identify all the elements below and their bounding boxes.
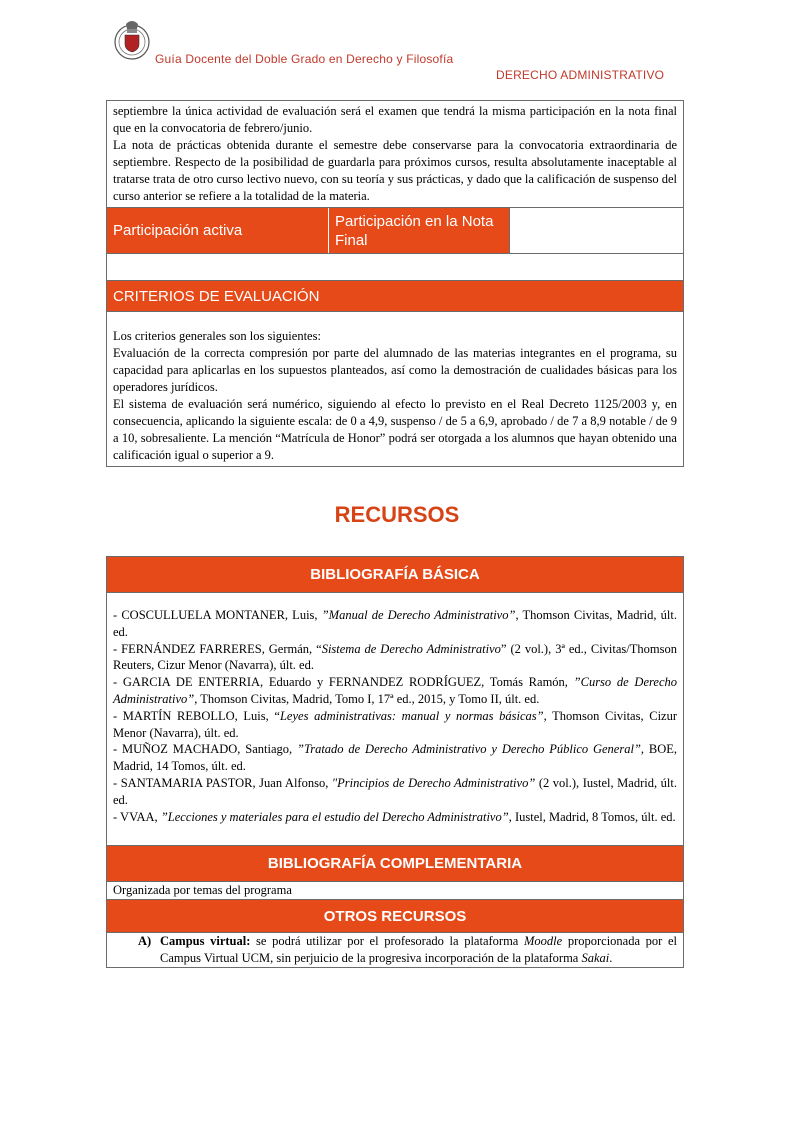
criteria-heading: CRITERIOS DE EVALUACIÓN	[107, 280, 683, 311]
final-grade-value	[509, 208, 683, 253]
bibliography-entry: - MUÑOZ MACHADO, Santiago, ”Tratado de Derecho Administrativo y Derecho Público General”, BOE, Madrid, 14 Tomos, últ. ed.	[113, 742, 678, 774]
empty-row	[107, 253, 683, 280]
university-crest-icon	[112, 16, 152, 62]
bibliography-entry: - MARTÍN REBOLLO, Luis, “Leyes administrativas: manual y normas básicas”, Thomson Civitas, Cizur Menor (Navarra), últ. ed.	[113, 708, 678, 740]
bibliography-entry: - GARCIA DE ENTERRIA, Eduardo y FERNANDEZ RODRÍGUEZ, Tomás Ramón, ”Curso de Derecho Administrativo”, Thomson Civitas, Madrid, Tomo I, 17ª ed., 2015, y Tomo II, últ. ed.	[113, 675, 677, 706]
bibliography-entry: - FERNÁNDEZ FARRERES, Germán, “Sistema de Derecho Administrativo” (2 vol.), 3ª ed., Civitas/Thomson Reuters, Cizur Menor (Navarra), últ. ed.	[113, 641, 677, 673]
participation-active-label: Participación activa	[107, 208, 329, 253]
final-grade-label: Participación en la Nota Final	[329, 208, 509, 253]
criteria-paragraph-2: Evaluación de la correcta compresión por parte del alumnado de las materias integrantes en el programa, su capacidad para aplicarlas en los supuestos planteados, así como la demostración de cualidades básicas para los operadores jurídicos.	[113, 346, 677, 394]
evaluation-text	[107, 101, 683, 207]
campus-virtual-label: Campus virtual:	[160, 934, 251, 949]
criteria-paragraph-3: El sistema de evaluación será numérico, siguiendo al efecto lo previsto en el Real Decreto 1125/2003 y, en consecuencia, aplicando la siguiente escala: de 0 a 4,9, suspenso / de 5 a 6,9, aprobado / de 7 a 8,9 notable / de 9 a 10, sobresaliente. La mención “Matrícula de Honor” podrá ser otorgada a los alumnos que hayan obtenido una calificación igual o superior a 9.	[113, 397, 677, 462]
criteria-paragraph-1: Los criterios generales son los siguientes:	[113, 329, 321, 343]
bibliography-entry: - COSCULLUELA MONTANER, Luis, ”Manual de Derecho Administrativo”, Thomson Civitas, Madrid, últ. ed.	[113, 608, 677, 639]
complementary-bibliography-text: Organizada por temas del programa	[107, 881, 683, 899]
basic-bibliography-heading: BIBLIOGRAFÍA BÁSICA	[107, 557, 683, 592]
subject-title: DERECHO ADMINISTRATIVO	[496, 68, 665, 82]
complementary-bibliography-heading: BIBLIOGRAFÍA COMPLEMENTARIA	[107, 845, 683, 881]
other-resources-heading: OTROS RECURSOS	[107, 899, 683, 932]
criteria-text	[107, 311, 683, 466]
bibliography-entry: - VVAA, ”Lecciones y materiales para el estudio del Derecho Administrativo”, Iustel, Madrid, 8 Tomos, últ. ed.	[113, 809, 676, 824]
participation-row	[107, 207, 683, 253]
campus-virtual-item: A) Campus virtual: se podrá utilizar por el profesorado la plataforma Moodle proporcionada por el Campus Virtual UCM, sin perjuicio de la progresiva incorporación de la plataforma Sakai.	[107, 932, 683, 967]
evaluation-paragraph-2: La nota de prácticas obtenida durante el semestre debe conservarse para la convocatoria extraordinaria de septiembre. Respecto de la posibilidad de guardarla para próximos cursos, resulta absolutamente inaceptable al tratarse trata de otro curso lectivo nuevo, con su teoría y sus prácticas, y dado que la calificación de suspenso del curso anterior se refiere a la totalidad de la materia.	[113, 138, 677, 203]
resources-title: RECURSOS	[334, 502, 460, 527]
bibliography-entry: - SANTAMARIA PASTOR, Juan Alfonso, "Principios de Derecho Administrativo” (2 vol.), Iustel, Madrid, últ. ed.	[113, 775, 677, 807]
resources-table	[106, 556, 684, 968]
evaluation-paragraph-1: septiembre la única actividad de evaluación será el examen que tendrá la misma participación en la nota final que en la convocatoria de febrero/junio.	[113, 104, 677, 135]
basic-bibliography-list	[107, 592, 683, 845]
evaluation-table	[106, 100, 684, 467]
guide-title: Guía Docente del Doble Grado en Derecho y Filosofía	[155, 52, 454, 66]
list-marker: A)	[138, 934, 152, 949]
